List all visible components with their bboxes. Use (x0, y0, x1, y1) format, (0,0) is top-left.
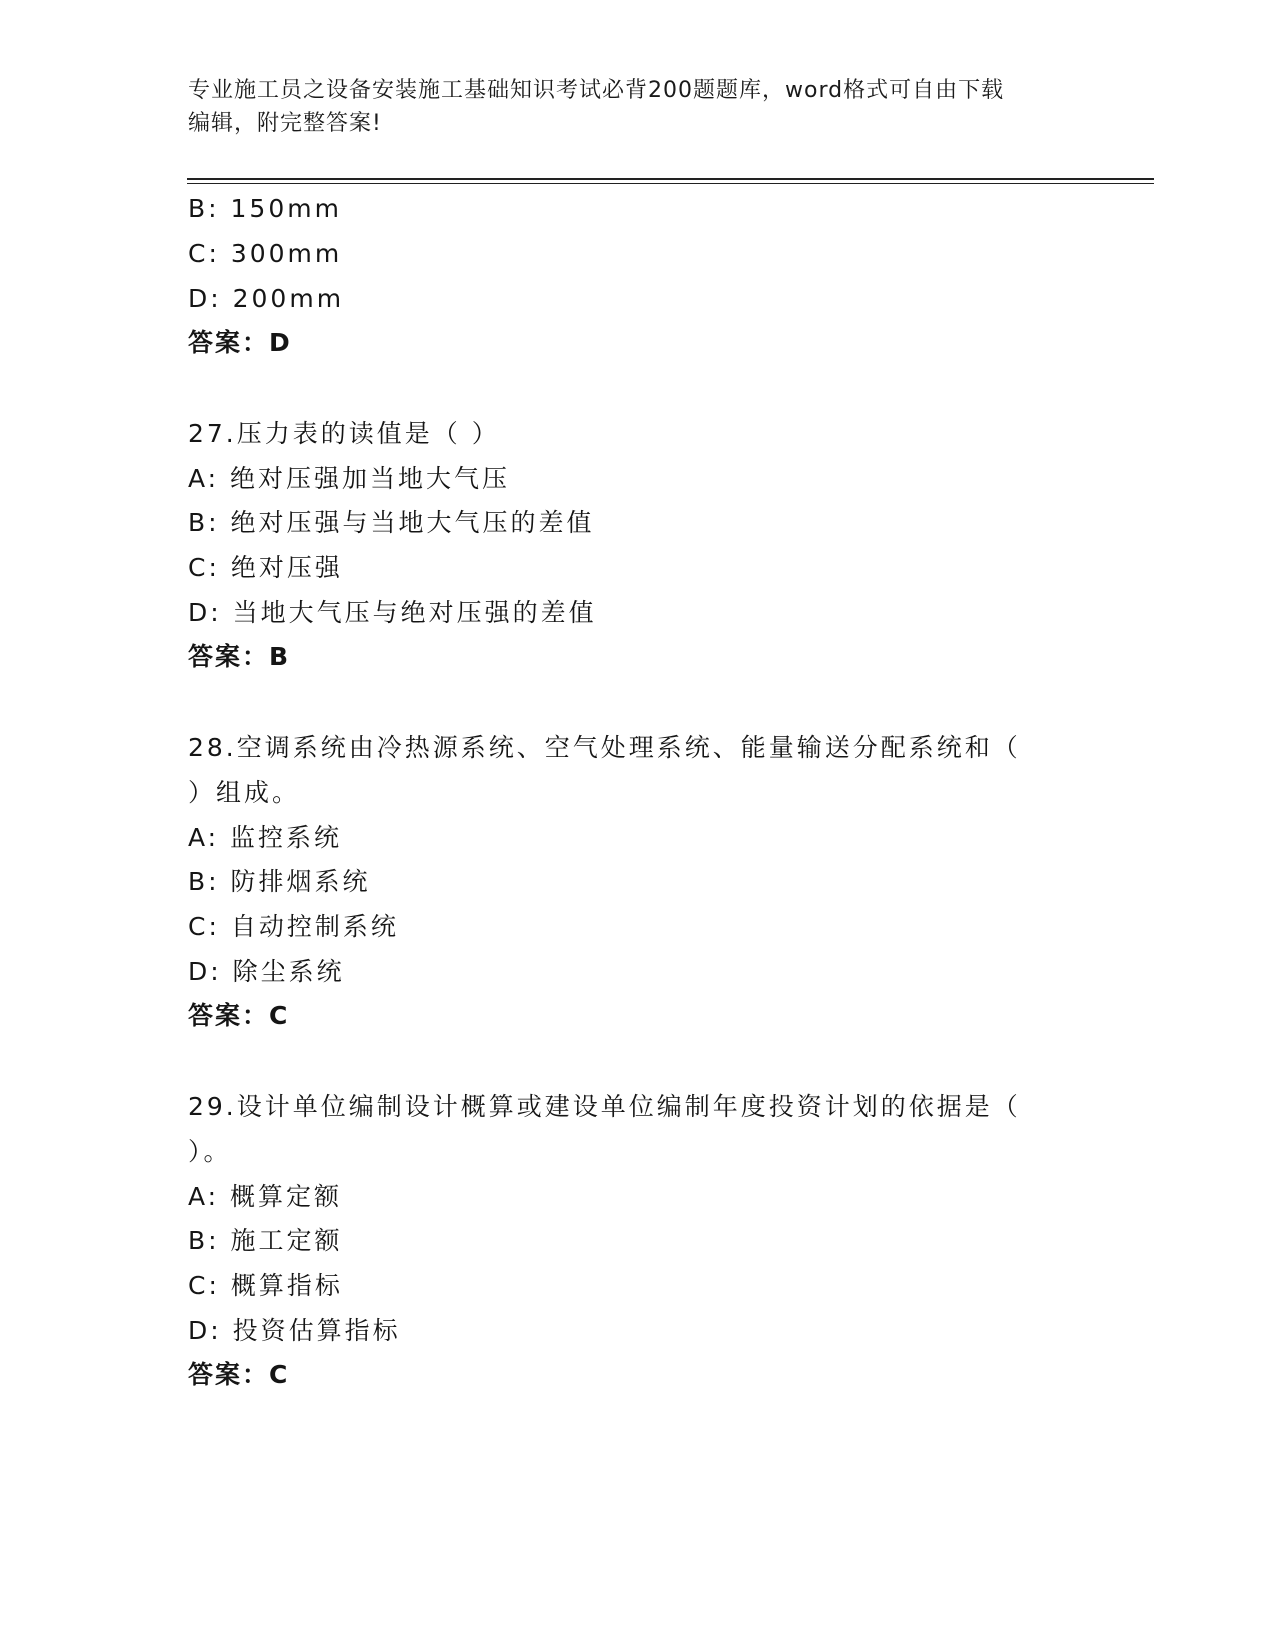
q26-option-b: B: 150mm (188, 194, 342, 223)
header-divider-thick (187, 178, 1154, 180)
q27-option-a: A: 绝对压强加当地大气压 (188, 464, 511, 493)
q29-answer: 答案：C (188, 1360, 290, 1389)
q26-answer: 答案：D (188, 328, 292, 357)
q29-option-d: D: 投资估算指标 (188, 1316, 401, 1345)
q29-option-c: C: 概算指标 (188, 1271, 343, 1300)
q28-question-line-1: 28.空调系统由冷热源系统、空气处理系统、能量输送分配系统和（ (188, 733, 1021, 762)
q29-option-a: A: 概算定额 (188, 1182, 343, 1211)
q29-option-b: B: 施工定额 (188, 1226, 343, 1255)
q26-option-c: C: 300mm (188, 239, 343, 268)
q28-question-line-2: ）组成。 (188, 778, 301, 807)
q27-answer: 答案：B (188, 642, 291, 671)
q29-question-line-1: 29.设计单位编制设计概算或建设单位编制年度投资计划的依据是（ (188, 1092, 1021, 1121)
q27-question: 27.压力表的读值是（ ） (188, 419, 500, 448)
header-divider-thin (187, 183, 1154, 184)
header-title-line-1: 专业施工员之设备安装施工基础知识考试必背200题题库，word格式可自由下载 (188, 78, 1005, 103)
q29-question-line-2: ）。 (188, 1137, 232, 1166)
q27-option-d: D: 当地大气压与绝对压强的差值 (188, 598, 597, 627)
document-header (188, 74, 1088, 140)
q27-option-c: C: 绝对压强 (188, 553, 343, 582)
header-title-line-2: 编辑，附完整答案! (188, 111, 382, 136)
q27-option-b: B: 绝对压强与当地大气压的差值 (188, 508, 595, 537)
q28-option-d: D: 除尘系统 (188, 957, 345, 986)
q28-option-c: C: 自动控制系统 (188, 912, 399, 941)
q26-option-d: D: 200mm (188, 284, 345, 313)
q28-option-a: A: 监控系统 (188, 823, 343, 852)
q28-answer: 答案：C (188, 1001, 290, 1030)
q28-option-b: B: 防排烟系统 (188, 867, 371, 896)
